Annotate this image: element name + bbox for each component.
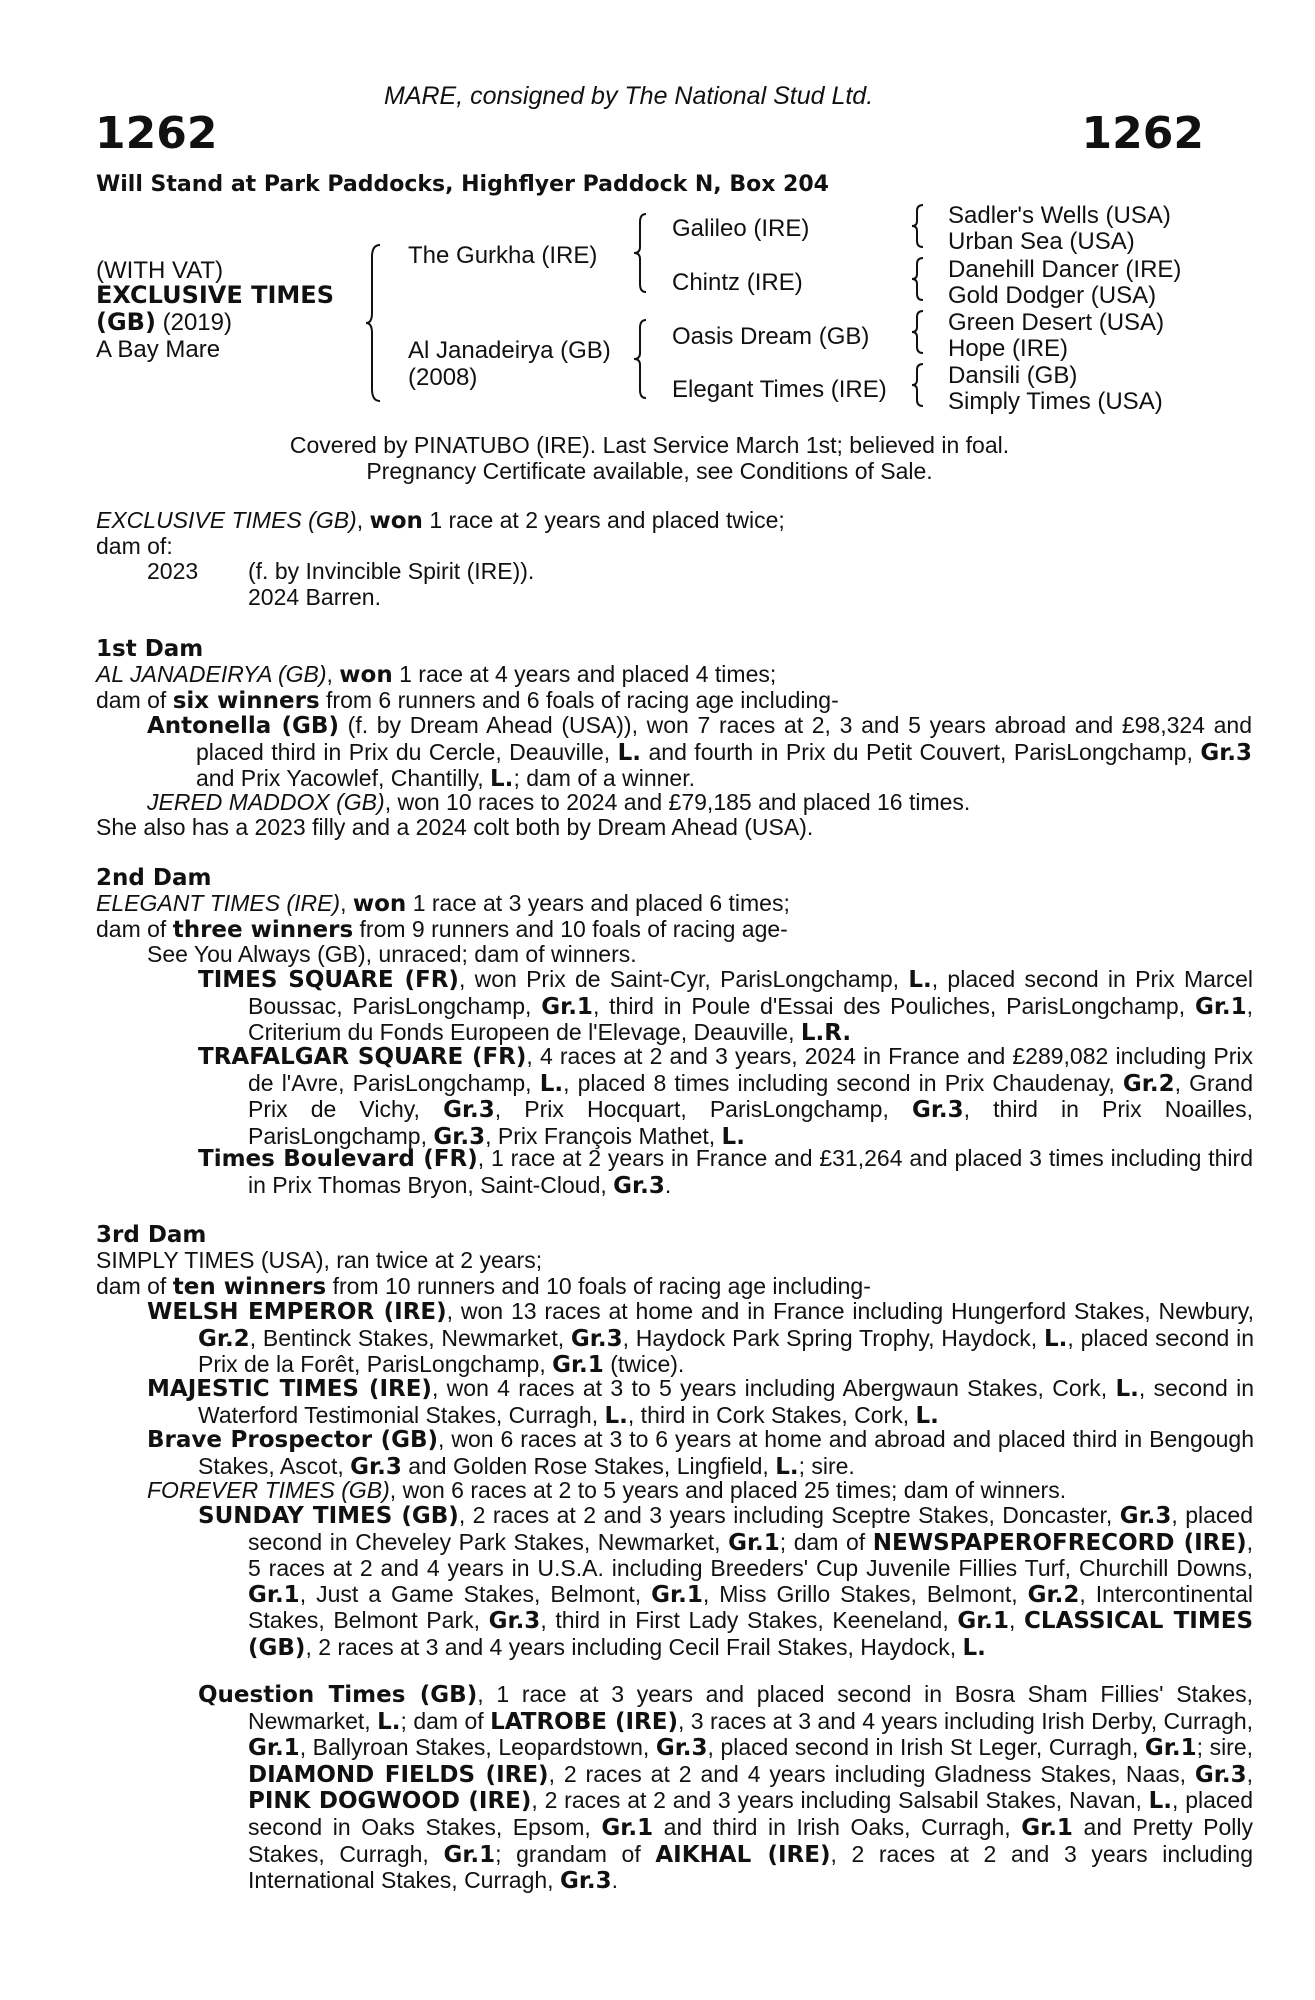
dam2-times-boulevard: Times Boulevard (FR), 1 race at 2 years in France and £31,264 and placed 3 times including third in Prix Thomas Bryon, Saint-Cloud, Gr.3.	[198, 1145, 1253, 1199]
dam3-majestic-times: MAJESTIC TIMES (IRE), won 4 races at 3 to 5 years including Abergwaun Stakes, Cork, L., second in Waterford Testimonial Stakes, Curragh, L., third in Cork Stakes, Cork, L.	[147, 1375, 1254, 1429]
pedigree-brace-ggp3	[910, 309, 928, 355]
pedigree-brace-ggp1	[910, 203, 928, 249]
dam2-see-you: See You Always (GB), unraced; dam of winners.	[147, 941, 637, 967]
ggp-7: Dansili (GB)	[948, 362, 1078, 389]
dam3-dam-of: dam of ten winners from 10 runners and 10 foals of racing age including-	[96, 1273, 871, 1300]
ggp-4: Gold Dodger (USA)	[948, 282, 1157, 309]
dam3-summary: SIMPLY TIMES (USA), ran twice at 2 years;	[96, 1247, 543, 1273]
horse-origin-year	[96, 309, 232, 336]
dam-year: (2008)	[408, 364, 478, 391]
pedigree-brace-ggp4	[910, 362, 928, 408]
covered-note	[96, 433, 1203, 484]
pedigree-brace-dam	[632, 318, 652, 400]
covered-line-2: Pregnancy Certificate available, see Conditions of Sale.	[366, 457, 933, 484]
dam2-trafalgar-square: TRAFALGAR SQUARE (FR), 4 races at 2 and 3 years, 2024 in France and £289,082 including Prix de l'Avre, ParisLongchamp, L., placed 8 times including second in Prix Chaudenay, Gr.2, Grand Prix de Vichy, Gr.3, Prix Hocquart, ParisLongchamp, Gr.3, third in Prix Noailles, ParisLongchamp, Gr.3, Prix François Mathet, L.	[198, 1043, 1254, 1150]
ggp-2: Urban Sea (USA)	[948, 228, 1135, 255]
produce-summary: EXCLUSIVE TIMES (GB), won 1 race at 2 years and placed twice;	[96, 507, 785, 534]
dam1-also: She also has a 2023 filly and a 2024 colt both by Dream Ahead (USA).	[96, 814, 814, 840]
pedigree-brace-ggp2	[910, 256, 928, 302]
dam2-dam-of: dam of three winners from 9 runners and 10 foals of racing age-	[96, 916, 788, 943]
horse-description: A Bay Mare	[96, 336, 221, 363]
horse-origin: (GB)	[96, 308, 156, 336]
produce-won: won	[369, 508, 423, 534]
dam3-sunday-times: SUNDAY TIMES (GB), 2 races at 2 and 3 years including Sceptre Stakes, Doncaster, Gr.3, placed second in Cheveley Park Stakes, Newmarket, Gr.1; dam of NEWSPAPEROFRECORD (IRE), 5 races at 2 and 4 years in U.S.A. including Breeders' Cup Juvenile Fillies Turf, Churchill Downs, Gr.1, Just a Game Stakes, Belmont, Gr.1, Miss Grillo Stakes, Belmont, Gr.2, Intercontinental Stakes, Belmont Park, Gr.3, third in First Lady Stakes, Keeneland, Gr.1, CLASSICAL TIMES (GB), 2 races at 3 and 4 years including Cecil Frail Stakes, Haydock, L.	[198, 1502, 1254, 1661]
pedigree-brace-sire	[632, 212, 652, 294]
horse-name: EXCLUSIVE TIMES	[96, 281, 334, 309]
dam1-dam-of: dam of six winners from 6 runners and 6 foals of racing age including-	[96, 687, 839, 714]
stand-location: Will Stand at Park Paddocks, Highflyer Paddock N, Box 204	[96, 172, 829, 197]
dam3-welsh-emperor: WELSH EMPEROR (IRE), won 13 races at home and in France including Hungerford Stakes, Newbury, Gr.2, Bentinck Stakes, Newmarket, Gr.3, Haydock Park Spring Trophy, Haydock, L., placed second in Prix de la Forêt, ParisLongchamp, Gr.1 (twice).	[147, 1298, 1255, 1379]
produce-entry-2024: 2024 Barren.	[248, 584, 381, 610]
dam3-forever-times: FOREVER TIMES (GB), won 6 races at 2 to 5 years and placed 25 times; dam of winners.	[147, 1477, 1067, 1503]
pedigree-brace-main	[364, 243, 388, 403]
dam-dam-name: Elegant Times (IRE)	[672, 376, 887, 403]
dam-sire-name: Oasis Dream (GB)	[672, 323, 870, 350]
sire-name: The Gurkha (IRE)	[408, 242, 598, 269]
dam1-summary: AL JANADEIRYA (GB), won 1 race at 4 years and placed 4 times;	[96, 661, 777, 688]
dam1-heading: 1st Dam	[96, 636, 204, 662]
produce-name: EXCLUSIVE TIMES (GB)	[96, 507, 357, 533]
dam1-antonella: Antonella (GB) (f. by Dream Ahead (USA)), won 7 races at 2, 3 and 5 years abroad and £98,324 and placed third in Prix du Cercle, Deauville, L. and fourth in Prix du Petit Couvert, ParisLongchamp, Gr.3 and Prix Yacowlef, Chantilly, L.; dam of a winner.	[147, 712, 1253, 793]
lot-number-left: 1262	[95, 108, 218, 159]
horse-year: (2019)	[162, 309, 232, 336]
dam2-times-square: TIMES SQUARE (FR), won Prix de Saint-Cyr, ParisLongchamp, L., placed second in Prix Marcel Boussac, ParisLongchamp, Gr.1, third in Poule d'Essai des Pouliches, ParisLongchamp, Gr.1, Criterium du Fonds Europeen de l'Elevage, Deauville, L.R.	[198, 966, 1254, 1047]
ggp-8: Simply Times (USA)	[948, 388, 1163, 415]
sire-sire-name: Galileo (IRE)	[672, 215, 810, 242]
lot-number-right: 1262	[1081, 108, 1204, 159]
dam-name: Al Janadeirya (GB)	[408, 337, 611, 364]
dam3-heading: 3rd Dam	[96, 1222, 207, 1248]
consignor-line: MARE, consigned by The National Stud Ltd.	[384, 82, 874, 110]
vat-note: (WITH VAT)	[96, 257, 224, 284]
produce-entry-2023: (f. by Invincible Spirit (IRE)).	[248, 558, 535, 584]
produce-year-2023: 2023	[147, 558, 199, 584]
dam3-question-times: Question Times (GB), 1 race at 3 years and placed second in Bosra Sham Fillies' Stakes, Newmarket, L.; dam of LATROBE (IRE), 3 races at 3 and 4 years including Irish Derby, Curragh, Gr.1, Ballyroan Stakes, Leopardstown, Gr.3, placed second in Irish St Leger, Curragh, Gr.1; sire, DIAMOND FIELDS (IRE), 2 races at 2 and 4 years including Gladness Stakes, Naas, Gr.3, PINK DOGWOOD (IRE), 2 races at 2 and 3 years including Salsabil Stakes, Navan, L., placed second in Oaks Stakes, Epsom, Gr.1 and third in Irish Oaks, Curragh, Gr.1 and Pretty Polly Stakes, Curragh, Gr.1; grandam of AIKHAL (IRE), 2 races at 2 and 3 years including International Stakes, Curragh, Gr.3.	[198, 1681, 1254, 1895]
ggp-1: Sadler's Wells (USA)	[948, 202, 1171, 229]
produce-dam-of: dam of:	[96, 533, 173, 559]
dam2-heading: 2nd Dam	[96, 865, 212, 891]
dam3-brave-prospector: Brave Prospector (GB), won 6 races at 3 to 6 years at home and abroad and placed third in Bengough Stakes, Ascot, Gr.3 and Golden Rose Stakes, Lingfield, L.; sire.	[147, 1426, 1254, 1480]
covered-line-1: Covered by PINATUBO (IRE). Last Service March 1st; believed in foal.	[289, 432, 1010, 458]
sire-dam-name: Chintz (IRE)	[672, 269, 803, 296]
ggp-3: Danehill Dancer (IRE)	[948, 256, 1182, 283]
ggp-6: Hope (IRE)	[948, 335, 1069, 362]
dam1-jered: JERED MADDOX (GB), won 10 races to 2024 and £79,185 and placed 16 times.	[147, 789, 971, 815]
dam2-summary: ELEGANT TIMES (IRE), won 1 race at 3 years and placed 6 times;	[96, 890, 790, 917]
ggp-5: Green Desert (USA)	[948, 309, 1165, 336]
